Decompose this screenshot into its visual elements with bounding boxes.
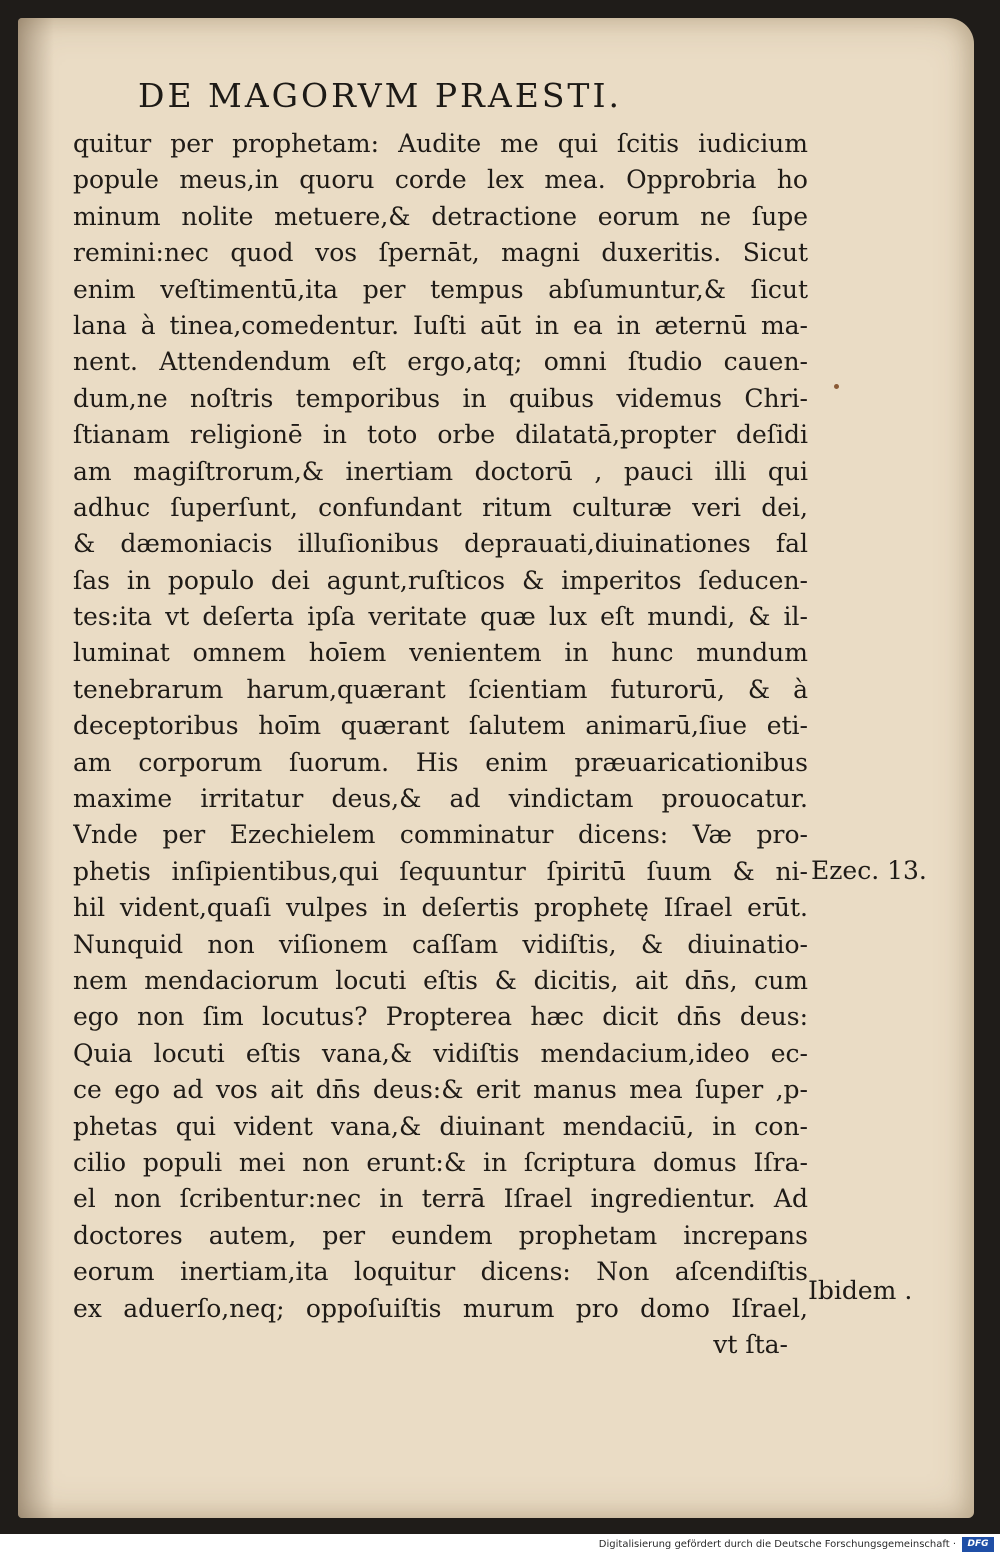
text-line: phetis inſipientibus,qui ſequuntur ſpiritū ſuum & ni- [73, 856, 808, 886]
catchword: vt ſta- [713, 1329, 788, 1359]
text-line: luminat omnem hoīem venientem in hunc mundum [73, 638, 808, 668]
text-line: minum nolite metuere,& detractione eorum ne ſupe [73, 201, 808, 231]
dfg-logo-icon: DFG [962, 1537, 994, 1552]
text-line: adhuc ſuperſunt, confundant ritum culturæ veri dei, [73, 492, 808, 522]
text-line: maxime irritatur deus,& ad vindictam prouocatur. [73, 784, 808, 814]
running-head: DE MAGORVM PRAESTI. [138, 76, 622, 115]
text-line: Vnde per Ezechielem comminatur dicens: Væ pro- [73, 820, 808, 850]
text-line: ex aduerſo,neq; oppoſuiſtis murum pro domo Iſrael, [73, 1293, 808, 1323]
text-line: & dæmoniacis illuſionibus deprauati,diuinationes fal [73, 529, 808, 559]
book-page [18, 18, 974, 1518]
text-line: cilio populi mei non erunt:& in ſcriptura domus Iſra- [73, 1147, 808, 1177]
text-line: nem mendaciorum locuti eſtis & dicitis, ait dn̄s, cum [73, 965, 808, 995]
text-line: popule meus,in quoru corde lex mea. Opprobria ho [73, 165, 808, 195]
text-line: ego non ſim locutus? Propterea hæc dicit dn̄s deus: [73, 1002, 808, 1032]
paper-speck [834, 384, 839, 389]
text-line: enim veſtimentū,ita per tempus abſumuntur,& ſicut [73, 274, 808, 304]
text-line: Nunquid non viſionem caſſam vidiſtis, & diuinatio- [73, 929, 808, 959]
text-line: lana à tinea,comedentur. Iuſti aūt in ea in æternū ma- [73, 310, 808, 340]
text-line: ce ego ad vos ait dn̄s deus:& erit manus mea ſuper ,p- [73, 1075, 808, 1105]
body-text [73, 126, 808, 1363]
text-line: deceptoribus hoīm quærant ſalutem animarū,ſiue eti- [73, 711, 808, 741]
text-line: dum,ne noſtris temporibus in quibus videmus Chri- [73, 383, 808, 413]
text-line: tes:ita vt deſerta ipſa veritate quæ lux eſt mundi, & il- [73, 602, 808, 632]
margin-note-ibidem: Ibidem . [808, 1276, 913, 1305]
text-line: quitur per prophetam: Audite me qui ſcitis iudicium [73, 129, 808, 158]
text-line: nent. Attendendum eſt ergo,atq; omni ſtudio cauen- [73, 347, 808, 377]
margin-note-ezechiel: Ezec. 13. [811, 856, 927, 885]
text-line: doctores autem, per eundem prophetam increpans [73, 1220, 808, 1250]
text-line: ſtianam religionē in toto orbe dilatatā,propter deſidi [73, 420, 808, 450]
text-line: eorum inertiam,ita loquitur dicens: Non aſcendiſtis [73, 1257, 808, 1287]
text-line: el non ſcribentur:nec in terrā Iſrael ingredientur. Ad [73, 1184, 808, 1214]
text-line: remini:nec quod vos ſpernāt, magni duxeritis. Sicut [73, 238, 808, 268]
text-line: am magiſtrorum,& inertiam doctorū , pauci illi qui [73, 456, 808, 486]
text-line: tenebrarum harum,quærant ſcientiam futurorū, & à [73, 674, 808, 704]
text-line: phetas qui vident vana,& diuinant mendaciū, in con- [73, 1111, 808, 1141]
text-line: hil vident,quaſi vulpes in deſertis prophetę Iſrael erūt. [73, 893, 808, 923]
text-line: Quia locuti eſtis vana,& vidiſtis mendacium,ideo ec- [73, 1038, 808, 1068]
funding-footer [0, 1534, 1000, 1556]
funding-credit: Digitalisierung gefördert durch die Deutsche Forschungsgemeinschaft · [598, 1539, 956, 1550]
text-line: ſas in populo dei agunt,ruſticos & imperitos ſeducen- [73, 565, 808, 595]
text-line: am corporum ſuorum. His enim præuaricationibus [73, 747, 808, 777]
